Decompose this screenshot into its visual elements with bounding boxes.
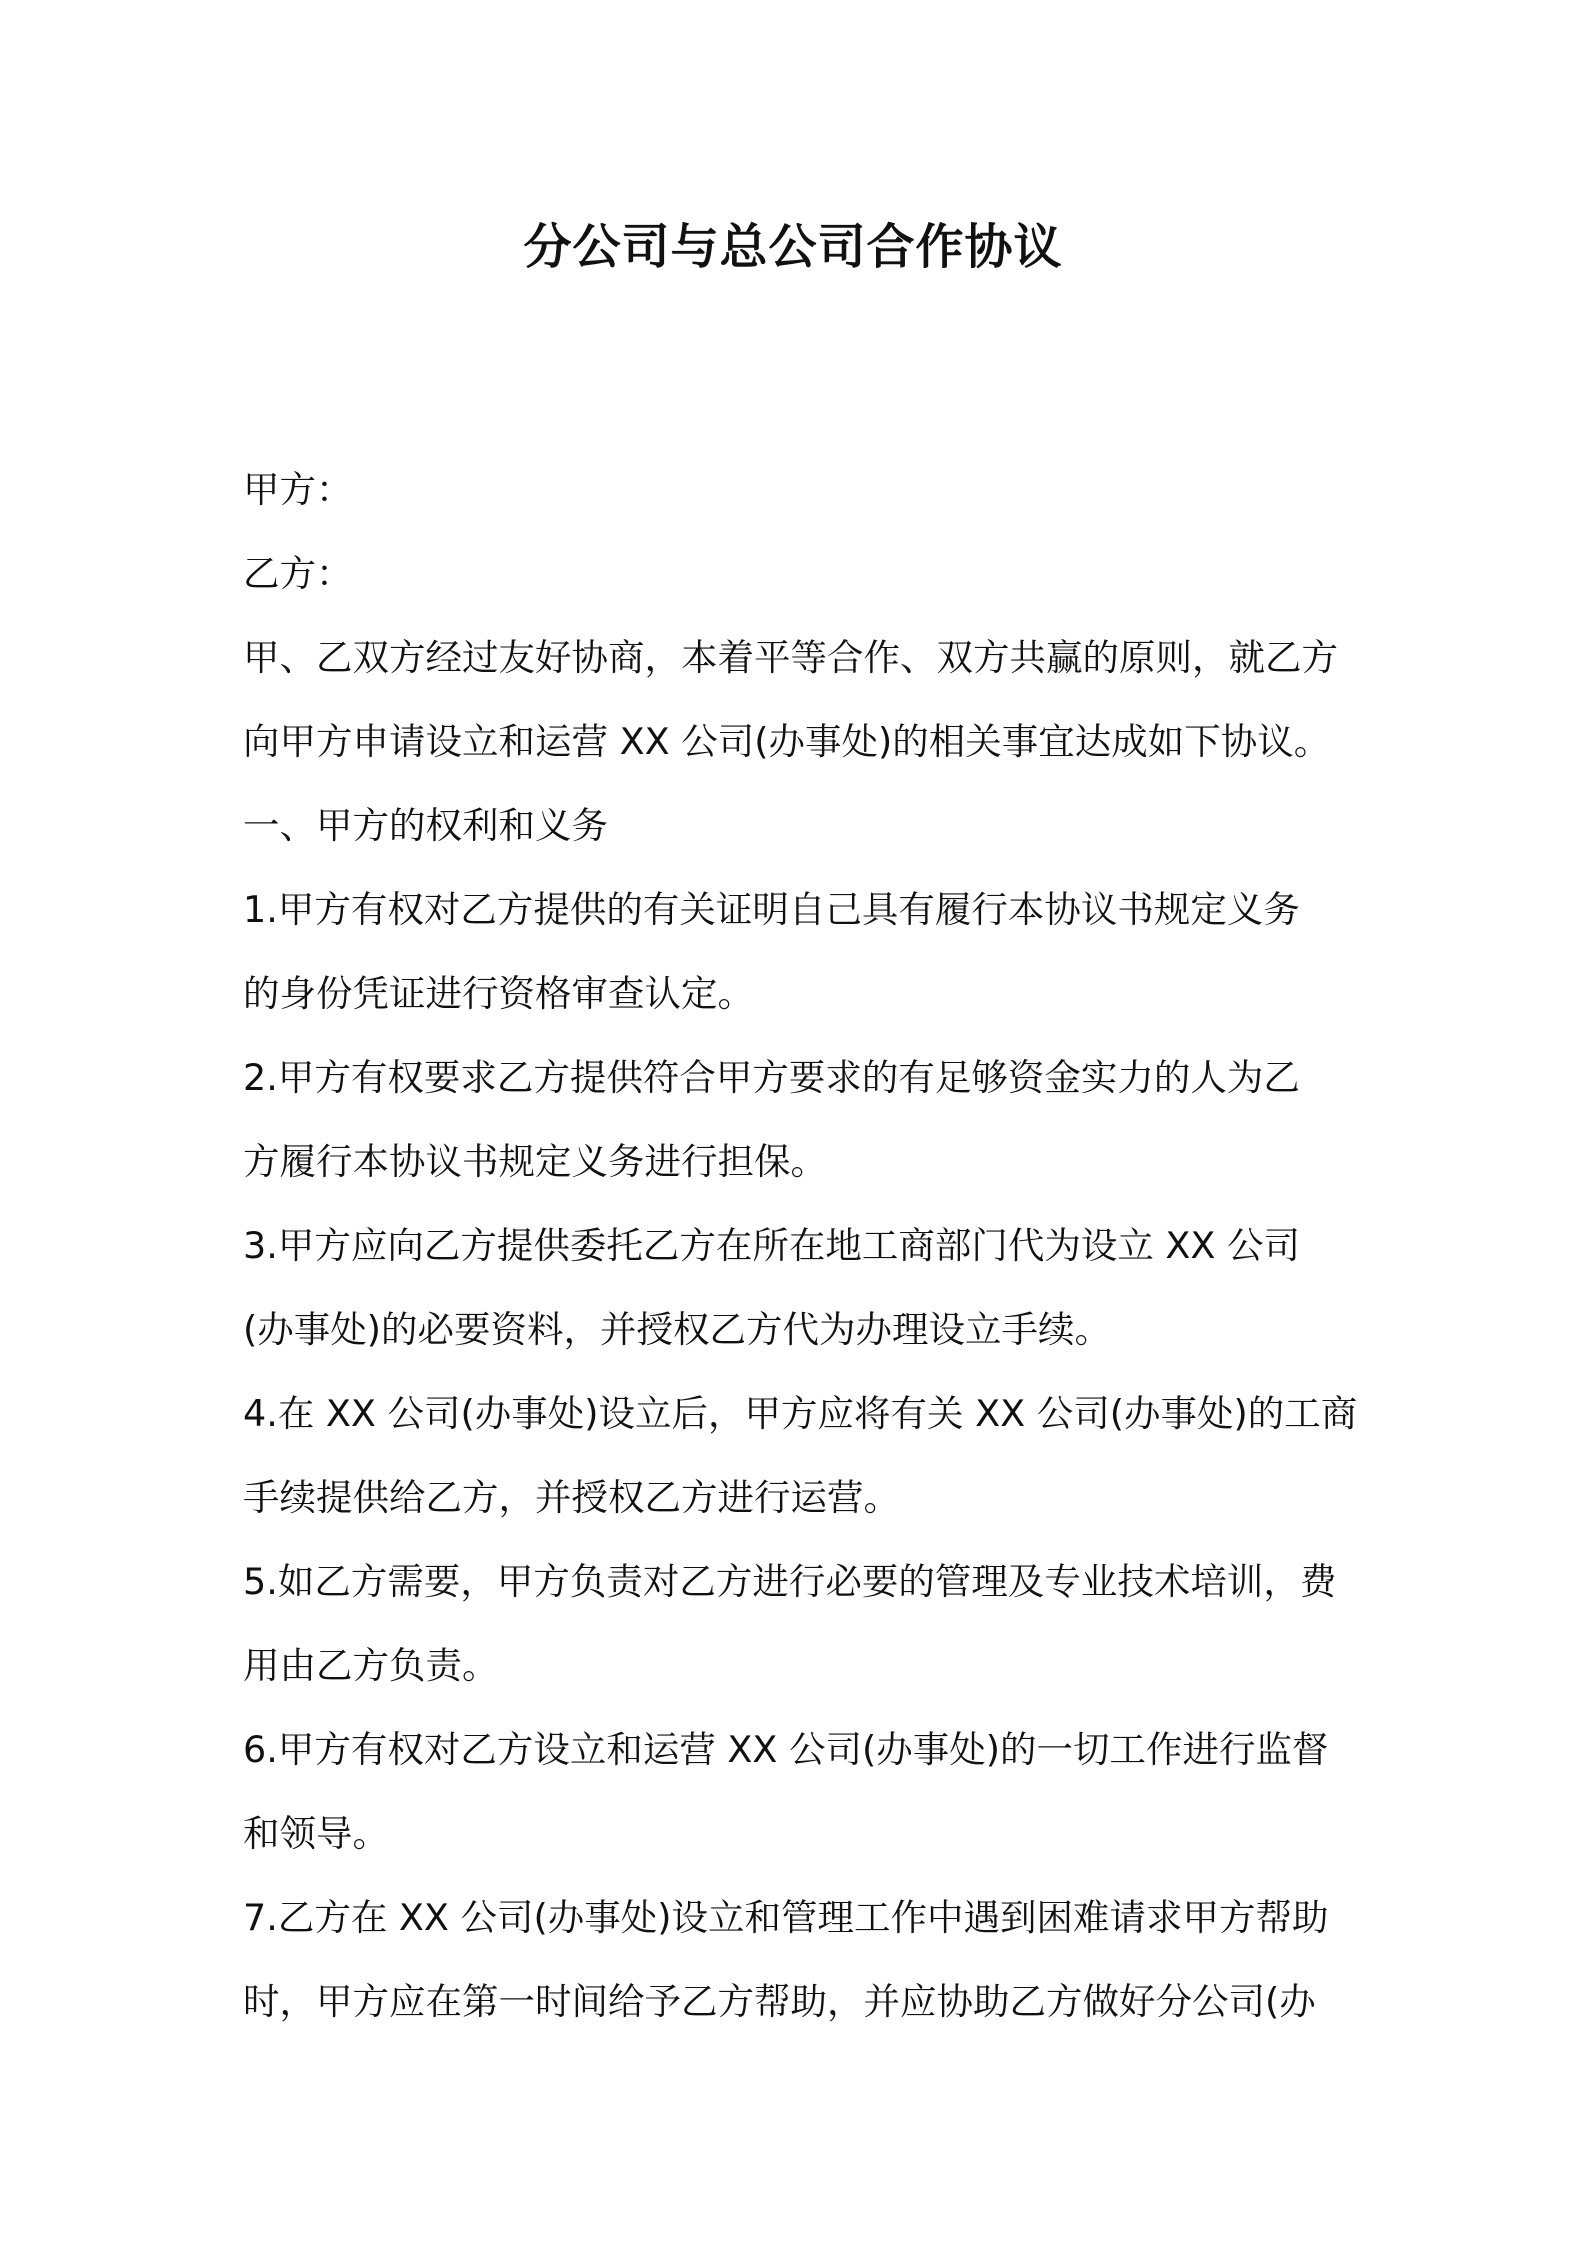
- clause-line: 3.甲方应向乙方提供委托乙方在所在地工商部门代为设立 XX 公司: [243, 1224, 1301, 1267]
- clause-line: 方履行本协议书规定义务进行担保。: [243, 1140, 827, 1183]
- preamble-line: 甲、乙双方经过友好协商，本着平等合作、双方共赢的原则，就乙方: [243, 636, 1338, 679]
- clause-line: 1.甲方有权对乙方提供的有关证明自己具有履行本协议书规定义务: [243, 888, 1300, 931]
- document-title: 分公司与总公司合作协议: [523, 219, 1063, 275]
- preamble-line: 向甲方申请设立和运营 XX 公司(办事处)的相关事宜达成如下协议。: [243, 720, 1331, 763]
- clause-line: 4.在 XX 公司(办事处)设立后，甲方应将有关 XX 公司(办事处)的工商: [243, 1392, 1358, 1435]
- clause-line: 时，甲方应在第一时间给予乙方帮助，并应协助乙方做好分公司(办: [243, 1980, 1316, 2023]
- clause-line: 的身份凭证进行资格审查认定。: [243, 972, 754, 1015]
- section-heading: 一、甲方的权利和义务: [243, 804, 608, 847]
- clause-line: 7.乙方在 XX 公司(办事处)设立和管理工作中遇到困难请求甲方帮助: [243, 1896, 1329, 1939]
- clause-line: 2.甲方有权要求乙方提供符合甲方要求的有足够资金实力的人为乙: [243, 1056, 1300, 1099]
- document-body: [243, 448, 1363, 2044]
- clause-line: 用由乙方负责。: [243, 1644, 499, 1687]
- clause-line: 和领导。: [243, 1812, 389, 1855]
- party-a-line: 甲方：: [243, 468, 353, 511]
- party-b-line: 乙方：: [243, 552, 353, 595]
- clause-line: 6.甲方有权对乙方设立和运营 XX 公司(办事处)的一切工作进行监督: [243, 1728, 1329, 1771]
- clause-line: (办事处)的必要资料，并授权乙方代为办理设立手续。: [243, 1308, 1111, 1351]
- clause-line: 5.如乙方需要，甲方负责对乙方进行必要的管理及专业技术培训，费: [243, 1560, 1337, 1603]
- clause-line: 手续提供给乙方，并授权乙方进行运营。: [243, 1476, 900, 1519]
